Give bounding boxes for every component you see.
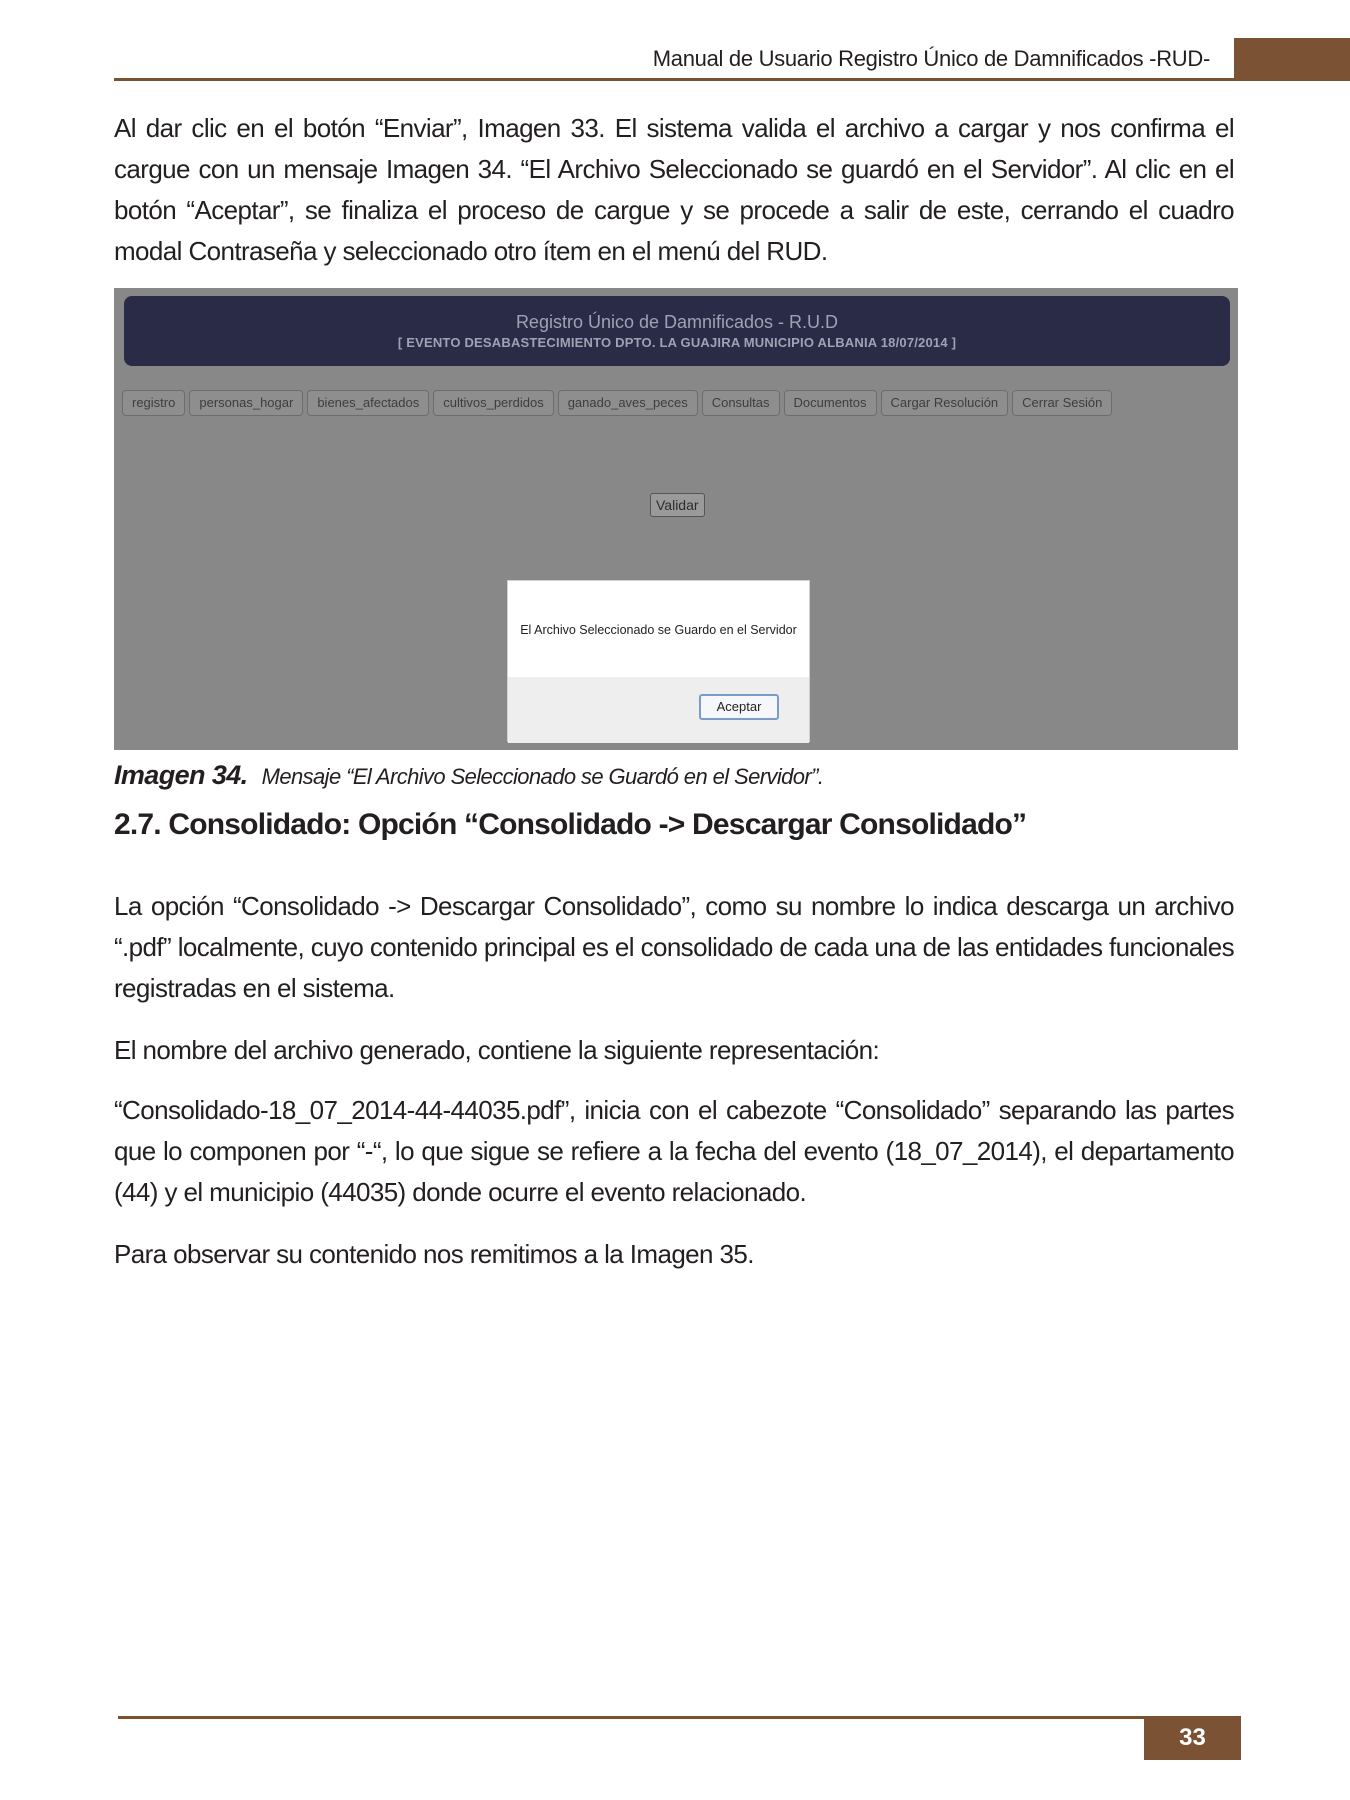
intro-paragraph: Al dar clic en el botón “Enviar”, Imagen 33. El sistema valida el archivo a cargar y nos confirma el cargue con un mensaje Imagen 34. “El Archivo Seleccionado se guardó en el Servidor”. Al clic en el botón “Aceptar”, se finaliza el proceso de cargue y se procede a salir de este, cerrando el cuadro modal Contraseña y seleccionado otro ítem en el menú del RUD. [114,113,1234,266]
app-title: Registro Único de Damnificados - R.U.D [515,312,839,332]
caption-label: Imagen 34. [114,760,248,790]
section-heading: 2.7. Consolidado: Opción “Consolidado -> Descargar Consolidado” [114,808,1027,841]
nav-button-personas-hogar[interactable]: personas_hogar [189,390,303,416]
nav-button-documentos[interactable]: Documentos [784,390,877,416]
caption-text: Mensaje “El Archivo Seleccionado se Guardó en el Servidor”. [261,764,824,789]
header-rule [114,78,1234,81]
aceptar-button[interactable]: Aceptar [699,694,779,720]
nav-button-consultas[interactable]: Consultas [702,390,780,416]
running-header-title: Manual de Usuario Registro Único de Damnificados -RUD- [652,46,1210,71]
modal-message: El Archivo Seleccionado se Guardo en el Servidor [520,623,797,637]
nav-button-bienes-afectados[interactable]: bienes_afectados [307,390,429,416]
paragraph-file-name-format: “Consolidado-18_07_2014-44-44035.pdf”, inicia con el cabezote “Consolidado” separando las partes que lo componen por “-“, lo que sigue se refiere a la fecha del evento (18_07_2014), el departamento (44) y el municipio (44035) donde ocurre el evento relacionado. [114,1095,1234,1207]
header-accent-tab [1234,38,1350,81]
paragraph-consolidado-description: La opción “Consolidado -> Descargar Consolidado”, como su nombre lo indica descarga un archivo “.pdf” localmente, cuyo contenido principal es el consolidado de cada una de las entidades funcionales registradas en el sistema. [114,891,1234,1003]
validar-button[interactable]: Validar [650,493,705,517]
screenshot-figure [114,288,1238,750]
nav-button-registro[interactable]: registro [122,390,185,416]
paragraph-file-name-intro: El nombre del archivo generado, contiene la siguiente representación: [114,1035,880,1065]
nav-button-cargar-resolucion[interactable]: Cargar Resolución [881,390,1009,416]
app-nav-bar [122,390,1112,416]
footer-rule [118,1716,1238,1719]
paragraph-reference: Para observar su contenido nos remitimos a la Imagen 35. [114,1239,754,1269]
figure-caption [114,760,823,791]
app-banner [124,296,1230,366]
nav-button-cultivos-perdidos[interactable]: cultivos_perdidos [433,390,553,416]
confirmation-modal [507,580,810,742]
modal-footer [508,677,809,743]
nav-button-cerrar-sesion[interactable]: Cerrar Sesión [1012,390,1112,416]
nav-button-ganado-aves-peces[interactable]: ganado_aves_peces [558,390,698,416]
app-event-subtitle: [ EVENTO DESABASTECIMIENTO DPTO. LA GUAJIRA MUNICIPIO ALBANIA 18/07/2014 ] [397,335,957,350]
page-number: 33 [1144,1716,1241,1760]
